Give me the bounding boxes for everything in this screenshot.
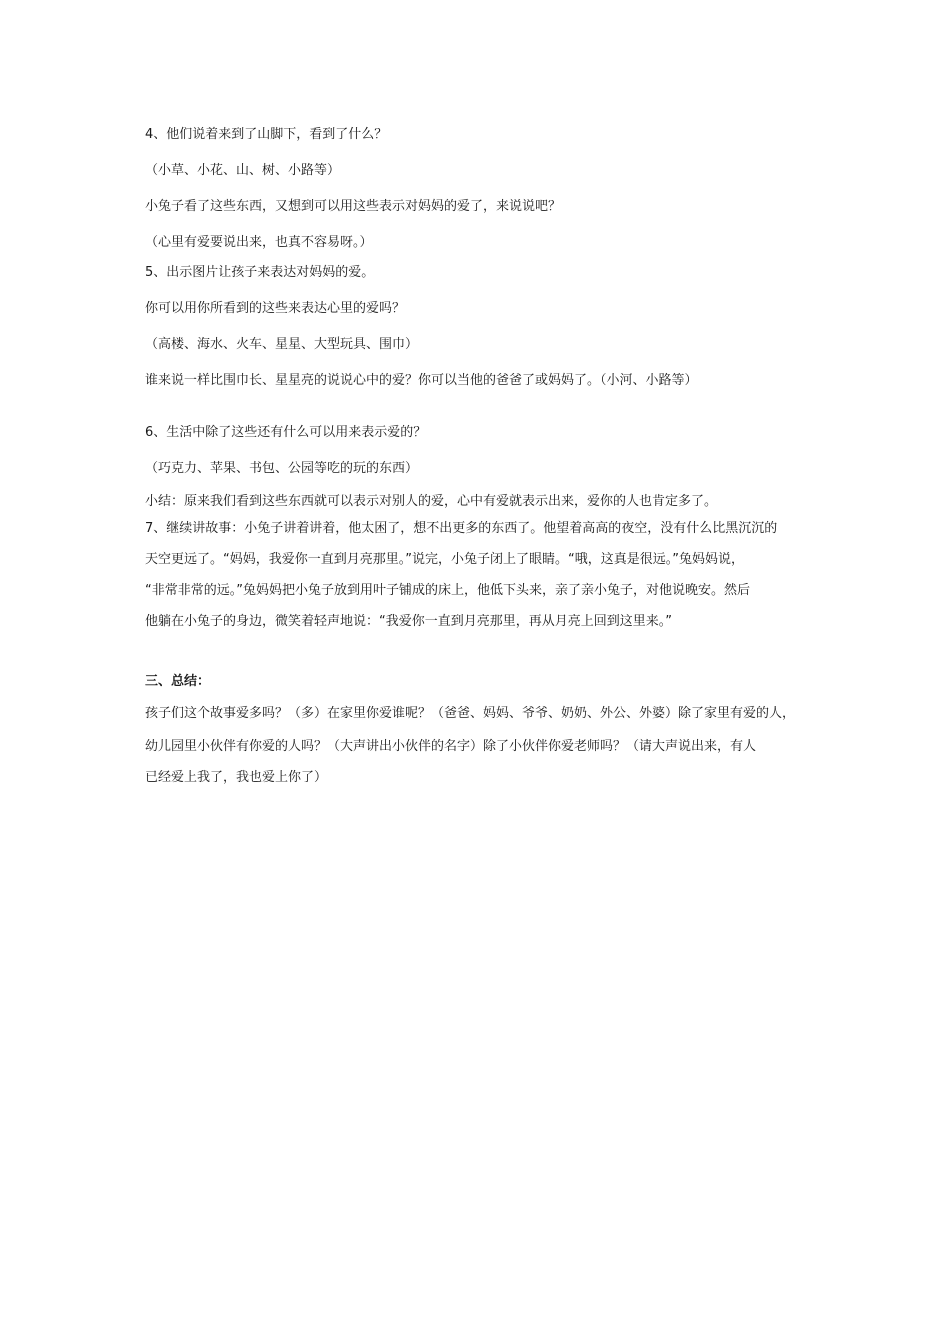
conclusion-line: 孩子们这个故事爱多吗？（多）在家里你爱谁呢？（爸爸、妈妈、爷爷、奶奶、外公、外婆）除了家里有爱的人，: [145, 706, 796, 721]
story-line: 7、继续讲故事：小兔子讲着讲着，他太困了，想不出更多的东西了。他望着高高的夜空，没有什么比黑沉沉的: [145, 521, 778, 536]
section-6-summary: 小结：原来我们看到这些东西就可以表示对别人的爱，心中有爱就表示出来，爱你的人也肯定多了。: [145, 494, 718, 509]
section-6: [145, 422, 825, 518]
conclusion-heading: 三、总结：: [145, 674, 211, 689]
section-5-followup: 谁来说一样比围巾长、星星亮的说说心中的爱？你可以当他的爸爸了或妈妈了。（小河、小路等）: [145, 373, 698, 388]
story-line: 他躺在小兔子的身边，微笑着轻声地说：“我爱你一直到月亮那里，再从月亮上回到这里来。”: [145, 614, 672, 629]
document-body: [145, 124, 825, 798]
section-6-question: 6、生活中除了这些还有什么可以用来表示爱的？: [145, 425, 427, 440]
section-7: [145, 518, 825, 671]
conclusion-line: 已经爱上我了，我也爱上你了）: [145, 770, 328, 785]
section-4-note: （心里有爱要说出来，也真不容易呀。）: [145, 235, 373, 250]
section-5-question: 你可以用你所看到的这些来表达心里的爱吗？: [145, 301, 406, 316]
story-line: 天空更远了。“妈妈，我爱你一直到月亮那里。”说完，小兔子闭上了眼睛。“哦，这真是很远。”兔妈妈说，: [145, 552, 744, 567]
section-5-answer: （高楼、海水、火车、星星、大型玩具、围巾）: [145, 337, 419, 352]
section-6-answer: （巧克力、苹果、书包、公园等吃的玩的东西）: [145, 461, 419, 476]
conclusion-section: [145, 671, 825, 798]
section-4: [145, 124, 825, 262]
section-5-title: 5、出示图片让孩子来表达对妈妈的爱。: [145, 265, 375, 280]
section-4-question: 4、他们说着来到了山脚下，看到了什么？: [145, 127, 388, 142]
section-4-prompt: 小兔子看了这些东西，又想到可以用这些表示对妈妈的爱了，来说说吧？: [145, 199, 562, 214]
section-4-answer: （小草、小花、山、树、小路等）: [145, 163, 341, 178]
section-5: [145, 262, 825, 422]
conclusion-line: 幼儿园里小伙伴有你爱的人吗？（大声讲出小伙伴的名字）除了小伙伴你爱老师吗？（请大声说出来，有人: [145, 739, 757, 754]
story-line: “非常非常的远。”兔妈妈把小兔子放到用叶子铺成的床上，他低下头来，亲了亲小兔子，对他说晚安。然后: [145, 583, 750, 598]
